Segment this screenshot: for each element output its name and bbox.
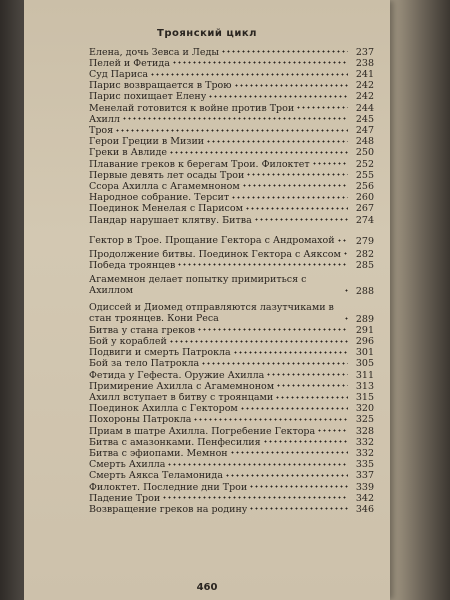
leader-dots: [197, 325, 348, 334]
toc-entry: [89, 113, 374, 124]
toc-page: 250: [355, 147, 374, 159]
toc-title: Бой у кораблей: [89, 337, 167, 347]
toc-page: 332: [355, 436, 374, 448]
toc-page: 305: [355, 358, 374, 370]
toc-entry: [89, 447, 374, 458]
toc-page: 247: [355, 125, 374, 136]
toc-title: Бой за тело Патрокла: [89, 359, 200, 369]
toc-title: Агамемнон делает попытку примириться с Ахиллом: [89, 275, 307, 296]
leader-dots: [234, 81, 348, 90]
leader-dots: [276, 381, 348, 390]
toc-entry: [89, 91, 374, 102]
leader-dots: [162, 493, 348, 502]
toc-title: Ахилл вступает в битву с троянцами: [89, 393, 274, 403]
toc-page: 255: [355, 169, 374, 181]
toc-title: Елена, дочь Зевса и Леды: [89, 47, 219, 58]
book-page-edges: [380, 0, 450, 600]
toc-entry: [89, 425, 374, 436]
toc-page: 328: [355, 425, 374, 437]
toc-entry: [89, 68, 374, 79]
toc-title: Приам в шатре Ахилла. Погребение Гектора: [89, 426, 316, 437]
toc-entry: [89, 436, 374, 447]
toc-page: 325: [355, 414, 374, 426]
toc-entry: [89, 403, 374, 414]
toc-entry: [89, 57, 374, 68]
toc-title: Одиссей и Диомед отправляются лазутчиками в стан троянцев. Кони Реса: [89, 303, 334, 324]
toc-page: 315: [355, 392, 374, 403]
toc-entry: [89, 380, 374, 391]
leader-dots: [263, 437, 348, 446]
toc-title: Ссора Ахилла с Агамемноном: [89, 181, 240, 192]
toc-page: 313: [355, 380, 374, 392]
leader-dots: [249, 504, 348, 513]
leader-dots: [150, 70, 348, 79]
toc-title: Плавание греков к берегам Трои. Филоктет: [89, 159, 310, 170]
toc-entry: [89, 391, 374, 402]
toc-page: 332: [355, 447, 374, 459]
leader-dots: [344, 314, 348, 323]
toc-page: 282: [355, 248, 374, 260]
toc-title: Похороны Патрокла: [89, 415, 192, 425]
toc-title: Гектор в Трое. Прощание Гектора с Андромахой: [89, 235, 335, 246]
toc-entry: [89, 158, 374, 169]
toc-entry: [89, 180, 374, 191]
leader-dots: [172, 58, 348, 67]
toc-entry: [89, 214, 374, 225]
toc-title: Народное собрание. Терсит: [89, 193, 230, 203]
toc-entry: [89, 46, 374, 57]
toc-title: Победа троянцев: [89, 260, 176, 271]
toc-entry: [89, 414, 374, 425]
toc-entry: [89, 335, 374, 346]
leader-dots: [230, 448, 348, 457]
toc-title: Продолжение битвы. Поединок Гектора с Аяксом: [89, 249, 341, 259]
leader-dots: [233, 348, 348, 357]
toc-page: 337: [355, 470, 374, 482]
leader-dots: [312, 159, 348, 168]
toc-title: Пелей и Фетида: [89, 58, 170, 69]
toc-title: Суд Париса: [89, 70, 149, 80]
toc-page: 242: [355, 91, 374, 103]
toc-page: 248: [355, 136, 374, 148]
toc-page: 279: [355, 235, 374, 247]
toc-title: Поединок Ахилла с Гектором: [89, 404, 238, 414]
toc-title: Поединок Менелая с Парисом: [89, 204, 243, 214]
toc-title: Смерть Ахилла: [89, 460, 166, 470]
toc-page: 291: [355, 324, 374, 336]
toc-page: 311: [355, 369, 374, 381]
toc-page: 342: [355, 492, 374, 504]
toc-page: 346: [355, 503, 374, 515]
leader-dots: [169, 337, 348, 346]
toc-page: 238: [355, 57, 374, 69]
toc-entry: [89, 324, 374, 335]
toc-title: Битва с амазонками. Пенфесилия: [89, 437, 261, 448]
toc-page: 301: [355, 347, 374, 359]
toc-page: 252: [355, 158, 374, 170]
toc-title: Филоктет. Последние дни Трои: [89, 482, 248, 492]
toc-title: Битва с эфиопами. Мемнон: [89, 448, 228, 459]
leader-dots: [208, 92, 348, 101]
toc-title: Пандар нарушает клятву. Битва: [89, 215, 252, 225]
toc-entry: [89, 191, 374, 202]
leader-dots: [343, 249, 348, 258]
toc-title: Битва у стана греков: [89, 325, 196, 336]
leader-dots: [242, 181, 348, 190]
toc-entry: [89, 296, 374, 324]
toc-title: Подвиги и смерть Патрокла: [89, 348, 231, 358]
leader-dots: [254, 215, 348, 224]
leader-dots: [201, 359, 348, 368]
toc-entry: [89, 225, 374, 246]
toc-page: 260: [355, 192, 374, 204]
toc-title: Возвращение греков на родину: [89, 504, 248, 515]
table-of-contents: [89, 46, 374, 514]
leader-dots: [225, 471, 348, 480]
toc-entry: [89, 347, 374, 358]
toc-page: 274: [355, 214, 374, 226]
toc-entry: [89, 358, 374, 369]
toc-page: 296: [355, 336, 374, 348]
toc-title: Примирение Ахилла с Агамемноном: [89, 381, 275, 392]
toc-title: Парис похищает Елену: [89, 92, 207, 102]
toc-title: Фетида у Гефеста. Оружие Ахилла: [89, 370, 265, 381]
toc-title: Первые девять лет осады Трои: [89, 170, 245, 181]
toc-entry: [89, 503, 374, 514]
toc-title: Падение Трои: [89, 493, 161, 504]
book-page: [24, 0, 390, 600]
toc-page: 288: [355, 285, 374, 297]
leader-dots: [167, 460, 348, 469]
toc-entry: [89, 470, 374, 481]
toc-title: Парис возвращается в Трою: [89, 81, 232, 91]
leader-dots: [337, 236, 348, 245]
toc-page: 339: [355, 481, 374, 493]
toc-entry: [89, 270, 374, 296]
leader-dots: [193, 415, 348, 424]
toc-page: 241: [355, 69, 374, 81]
leader-dots: [344, 286, 348, 295]
leader-dots: [245, 204, 348, 213]
leader-dots: [317, 426, 348, 435]
leader-dots: [221, 47, 348, 56]
page-number: 460: [196, 582, 218, 593]
toc-entry: [89, 136, 374, 147]
toc-title: Троя: [89, 126, 114, 136]
leader-dots: [246, 170, 348, 179]
leader-dots: [122, 114, 348, 123]
leader-dots: [206, 137, 348, 146]
toc-page: 256: [355, 180, 374, 192]
toc-entry: [89, 124, 374, 135]
leader-dots: [240, 404, 348, 413]
toc-entry: [89, 369, 374, 380]
leader-dots: [296, 103, 348, 112]
toc-entry: [89, 259, 374, 270]
leader-dots: [275, 393, 348, 402]
leader-dots: [169, 148, 348, 157]
toc-page: 320: [355, 403, 374, 415]
toc-entry: [89, 246, 374, 259]
leader-dots: [266, 370, 348, 379]
toc-page: 245: [355, 113, 374, 125]
toc-title: Менелай готовится к войне против Трои: [89, 103, 295, 114]
toc-page: 285: [355, 259, 374, 271]
toc-page: 244: [355, 102, 374, 114]
toc-entry: [89, 80, 374, 91]
leader-dots: [249, 482, 348, 491]
toc-title: Греки в Авлиде: [89, 148, 168, 158]
toc-entry: [89, 203, 374, 214]
leader-dots: [177, 260, 348, 269]
toc-page: 237: [355, 46, 374, 58]
toc-entry: [89, 492, 374, 503]
toc-entry: [89, 147, 374, 158]
toc-entry: [89, 481, 374, 492]
leader-dots: [231, 193, 348, 202]
toc-page: 289: [355, 313, 374, 325]
toc-entry: [89, 169, 374, 180]
toc-page: 242: [355, 80, 374, 92]
toc-entry: [89, 102, 374, 113]
toc-page: 335: [355, 459, 374, 471]
toc-title: Герои Греции в Мизии: [89, 137, 205, 147]
toc-entry: [89, 458, 374, 469]
running-header: Троянский цикл: [157, 28, 257, 39]
toc-page: 267: [355, 203, 374, 215]
leader-dots: [115, 126, 348, 135]
toc-title: Ахилл: [89, 114, 120, 125]
toc-title: Смерть Аякса Теламонида: [89, 471, 223, 481]
